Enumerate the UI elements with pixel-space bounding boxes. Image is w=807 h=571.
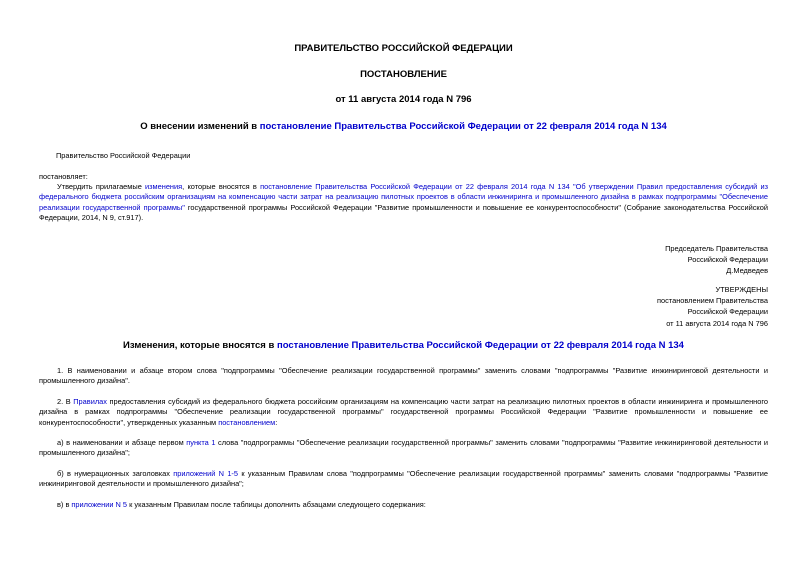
approved-block <box>657 284 768 329</box>
item-c-text-a: в) в <box>57 500 72 509</box>
changes-title-prefix: Изменения, которые вносятся в <box>123 340 277 351</box>
signature-line-3: Д.Медведев <box>726 266 768 276</box>
item-2-text-a: 2. В <box>57 397 74 406</box>
link-changes[interactable]: изменения <box>145 182 183 191</box>
item-2 <box>39 397 768 428</box>
item-c-text-b: к указанным Правилам после таблицы дополнить абзацами следующего содержания: <box>127 500 426 509</box>
item-2-text-b: предоставления субсидий из федерального бюджета российским организациям на компенсацию части затрат на реализацию пилотных проектов в области инжиниринга и промышленного дизайна в рамках подпрограммы "Обеспечение реализации государственной программы" государственной программы Российской Федерации "Развитие промышленности и повышение ее конкурентоспособности", утвержденных указанным <box>39 397 768 427</box>
preamble-text-1: Утвердить прилагаемые <box>57 182 146 191</box>
document-title <box>0 121 807 132</box>
item-b <box>39 469 768 490</box>
preamble-decides: постановляет: <box>39 172 88 181</box>
document-type-heading: ПОСТАНОВЛЕНИЕ <box>360 69 447 80</box>
item-a-text-a: а) в наименовании и абзаце первом <box>57 438 187 447</box>
approved-line-1: УТВЕРЖДЕНЫ <box>715 285 768 294</box>
preamble-text-2: , которые вносятся в <box>182 182 261 191</box>
item-a-text-b: слова "подпрограммы "Обеспечение реализации государственной программы" заменить словами "подпрограммы "Развитие инжиниринговой деятельности и промышленного дизайна"; <box>39 438 769 458</box>
item-c <box>39 500 768 510</box>
item-b-text-a: б) в нумерационных заголовках <box>57 469 174 478</box>
link-annex-5[interactable]: приложении N 5 <box>71 500 128 509</box>
approved-line-2: постановлением Правительства <box>657 296 768 306</box>
approved-line-4: от 11 августа 2014 года N 796 <box>666 318 768 328</box>
preamble-issuer: Правительство Российской Федерации <box>56 151 191 160</box>
preamble-text-3: государственной программы Российской Федерации "Развитие промышленности и повышение ее конкурентоспособности" (Собрание законодательства Российской Федерации, 2014, N 9, ст.917). <box>39 202 768 223</box>
item-b-text-b: к указанным Правилам слова "подпрограммы "Обеспечение реализации государственной программы" заменить словами "подпрограммы "Развитие инжиниринговой деятельности и промышленного дизайна"; <box>39 469 768 489</box>
approved-line-3: Российской Федерации <box>687 307 768 317</box>
signature-block <box>665 243 768 277</box>
item-1: 1. В наименовании и абзаце втором слова "подпрограммы "Обеспечение реализации государственной программы" заменить словами "подпрограммы "Развитие инжиниринговой деятельности и промышленного дизайна". <box>39 366 768 386</box>
preamble-body <box>39 182 768 224</box>
signature-line-1: Председатель Правительства <box>665 244 768 253</box>
item-a <box>39 438 768 459</box>
link-rules[interactable]: Правилах <box>73 397 107 406</box>
link-resolution-134-full[interactable]: постановление Правительства Российской Федерации от 22 февраля 2014 года N 134 "Об утверждении Правил предоставления субсидий из федерального бюджета российским организациям на компенсацию части затрат на реализацию пилотных проектов в области инжиниринга и промышленного дизайна в рамках подпрограммы "Обеспечение реализации государственной программы" <box>39 182 768 212</box>
title-link-resolution-134[interactable]: постановление Правительства Российской Федерации от 22 февраля 2014 года N 134 <box>259 121 667 132</box>
document-date-number: от 11 августа 2014 года N 796 <box>335 94 472 105</box>
issuer-heading: ПРАВИТЕЛЬСТВО РОССИЙСКОЙ ФЕДЕРАЦИИ <box>294 43 513 54</box>
link-annexes-1-5[interactable]: приложений N 1-5 <box>173 469 239 478</box>
item-2-text-c: : <box>275 417 278 427</box>
link-point-1[interactable]: пункта 1 <box>186 438 216 447</box>
link-resolution[interactable]: постановлением <box>218 417 276 427</box>
changes-title <box>0 340 807 351</box>
signature-line-2: Российской Федерации <box>687 255 768 265</box>
title-prefix: О внесении изменений в <box>140 121 260 132</box>
changes-title-link[interactable]: постановление Правительства Российской Федерации от 22 февраля 2014 года N 134 <box>276 340 684 351</box>
